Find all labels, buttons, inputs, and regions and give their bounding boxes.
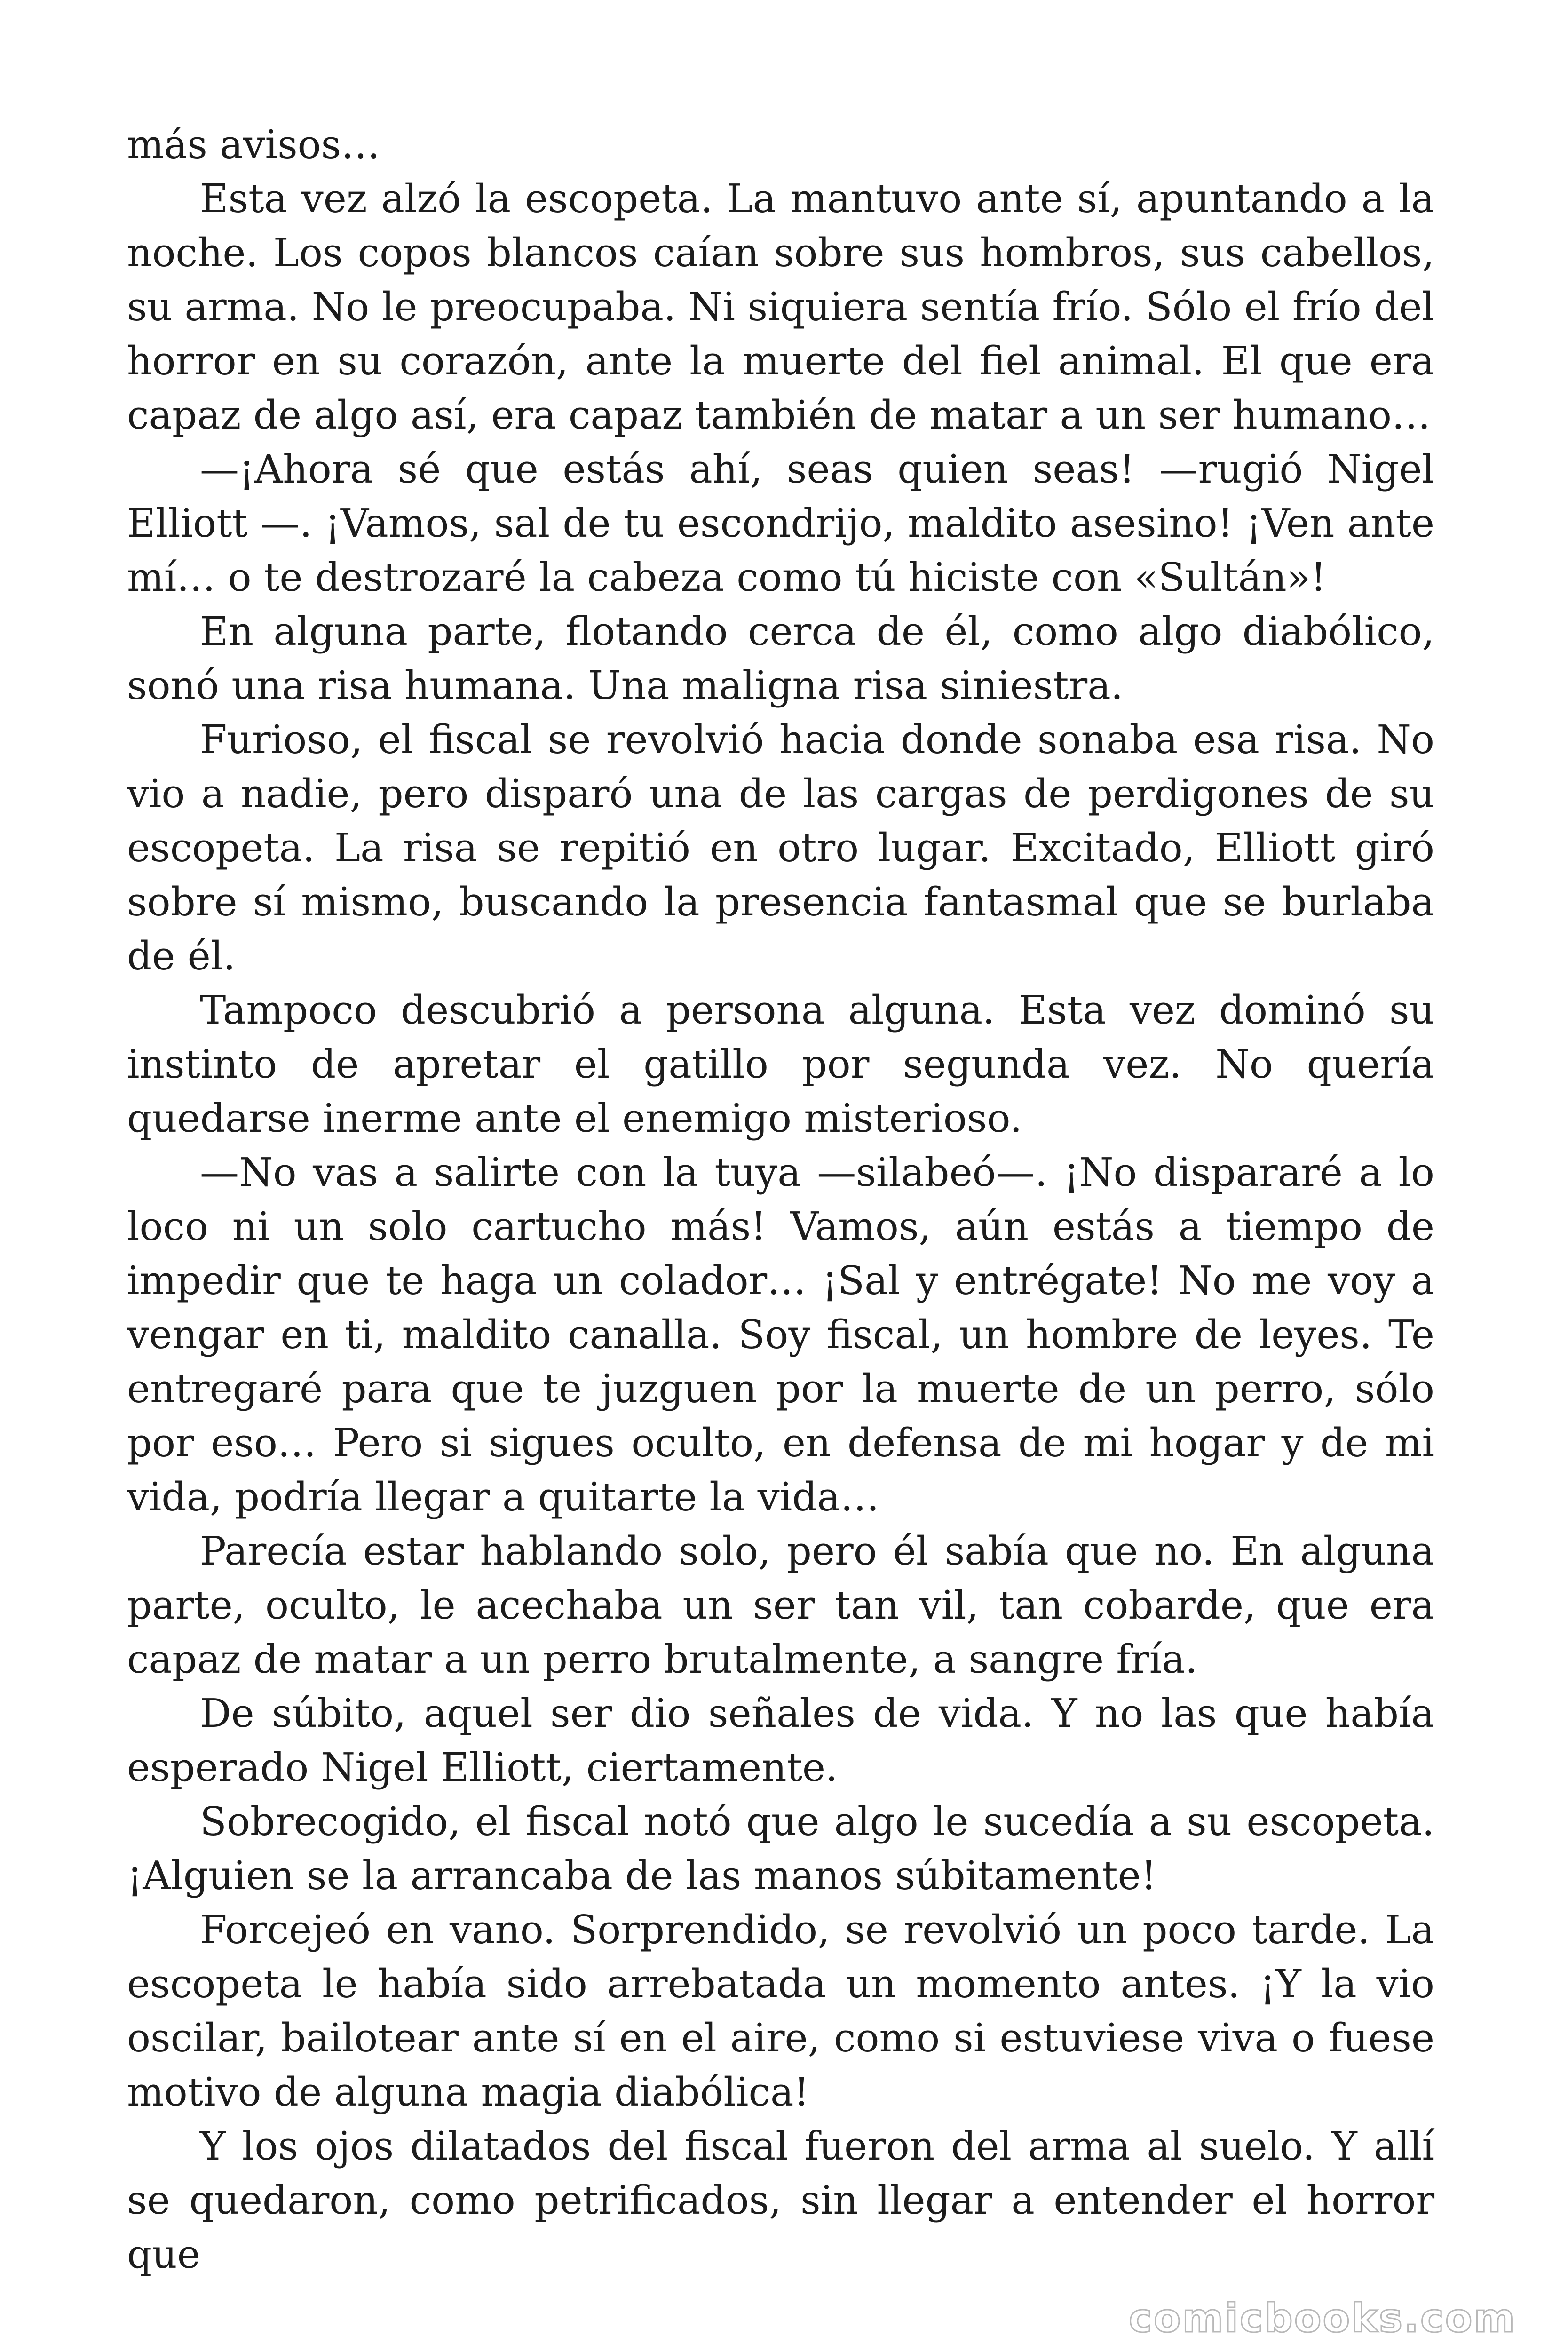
paragraph-9: De súbito, aquel ser dio señales de vida. Y no las que había esperado Nigel Elliott, ciertamente. [127,1691,1434,1790]
paragraph-11: Forcejeó en vano. Sorprendido, se revolvió un poco tarde. La escopeta le había sido arrebatada un momento antes. ¡Y la vio oscilar, bailotear ante sí en el aire, como si estuviese viva o fuese motivo de alguna magia diabólica! [127,1907,1434,2115]
watermark: comicbooks.com [1129,2295,1516,2341]
paragraph-8: Parecía estar hablando solo, pero él sabía que no. En alguna parte, oculto, le acechaba un ser tan vil, tan cobarde, que era capaz de matar a un perro brutalmente, a sangre fría. [127,1528,1434,1682]
paragraph-12: Y los ojos dilatados del fiscal fueron del arma al suelo. Y allí se quedaron, como petrificados, sin llegar a entender el horror que [127,2123,1434,2277]
paragraph-6: Tampoco descubrió a persona alguna. Esta vez dominó su instinto de apretar el gatillo por segunda vez. No quería quedarse inerme ante el enemigo misterioso. [127,987,1434,1141]
paragraph-2: Esta vez alzó la escopeta. La mantuvo ante sí, apuntando a la noche. Los copos blancos caían sobre sus hombros, sus cabellos, su arma. No le preocupaba. Ni siquiera sentía frío. Sólo el frío del horror en su corazón, ante la muerte del fiel animal. El que era capaz de algo así, era capaz también de matar a un ser humano… [127,176,1434,438]
paragraph-10: Sobrecogido, el fiscal notó que algo le sucedía a su escopeta. ¡Alguien se la arrancaba de las manos súbitamente! [127,1799,1434,1899]
paragraph-5: Furioso, el fiscal se revolvió hacia donde sonaba esa risa. No vio a nadie, pero disparó una de las cargas de perdigones de su escopeta. La risa se repitió en otro lugar. Excitado, Elliott giró sobre sí mismo, buscando la presencia fantasmal que se burlaba de él. [127,717,1434,979]
book-page-text [127,118,1434,2281]
paragraph-4: En alguna parte, flotando cerca de él, como algo diabólico, sonó una risa humana. Una maligna risa siniestra. [127,609,1434,708]
paragraph-7: —No vas a salirte con la tuya —silabeó—. ¡No dispararé a lo loco ni un solo cartucho más! Vamos, aún estás a tiempo de impedir que te haga un colador… ¡Sal y entrégate! No me voy a vengar en ti, maldito canalla. Soy fiscal, un hombre de leyes. Te entregaré para que te juzguen por la muerte de un perro, sólo por eso… Pero si sigues oculto, en defensa de mi hogar y de mi vida, podría llegar a quitarte la vida… [127,1150,1434,1520]
paragraph-3: —¡Ahora sé que estás ahí, seas quien seas! —rugió Nigel Elliott —. ¡Vamos, sal de tu escondrijo, maldito asesino! ¡Ven ante mí… o te destrozaré la cabeza como tú hiciste con «Sultán»! [127,446,1434,600]
paragraph-1: más avisos… [127,122,380,167]
